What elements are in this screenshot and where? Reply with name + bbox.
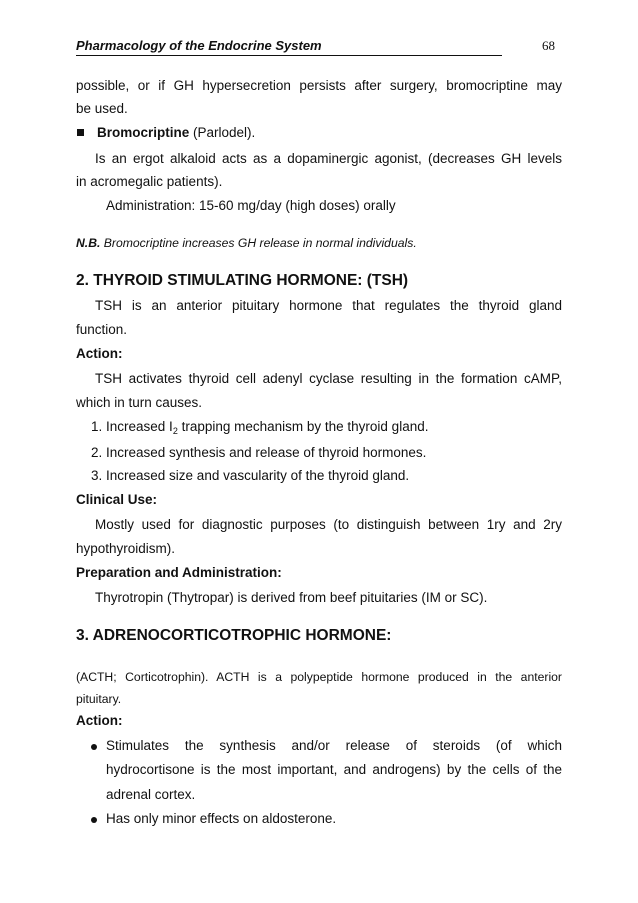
acth-bullet-2: Has only minor effects on aldosterone. (106, 811, 337, 826)
item1-suffix: trapping mechanism by the thyroid gland. (177, 419, 429, 434)
tsh-list-item-3: 3. Increased size and vascularity of the thyroid gland. (91, 468, 410, 483)
page-number: 68 (542, 38, 555, 53)
item1-prefix: 1. Increased I (91, 419, 173, 434)
tsh-clinical-label: Clinical Use: (76, 492, 158, 507)
acth-bullet-1-line-3: adrenal cortex. (106, 787, 196, 802)
tsh-action-label: Action: (76, 346, 123, 361)
tsh-intro-line-2: function. (76, 322, 128, 337)
drug-name: Bromocriptine (97, 125, 190, 140)
acth-bullet-1-line-2: hydrocortisone is the most important, and androgens) by the cells of the (106, 762, 562, 777)
section-heading-acth: 3. ADRENOCORTICOTROPHIC HORMONE: (76, 627, 392, 644)
nb-note (76, 234, 417, 252)
tsh-list-item-1 (91, 418, 428, 440)
round-bullet-icon (91, 817, 97, 823)
acth-intro-line-1: (ACTH; Corticotrophin). ACTH is a polypeptide hormone produced in the anterior (76, 670, 562, 684)
bromocriptine-administration: Administration: 15-60 mg/day (high doses) orally (106, 198, 396, 213)
running-header-title: Pharmacology of the Endocrine System (76, 38, 502, 56)
acth-action-label: Action: (76, 713, 123, 728)
tsh-prep-text: Thyrotropin (Thytropar) is derived from beef pituitaries (IM or SC). (95, 590, 488, 605)
section-heading-tsh: 2. THYROID STIMULATING HORMONE: (TSH) (76, 272, 409, 289)
tsh-intro-line-1: TSH is an anterior pituitary hormone that regulates the thyroid gland (95, 298, 562, 313)
item1-subscript: 2 (172, 426, 178, 436)
tsh-list-item-2: 2. Increased synthesis and release of thyroid hormones. (91, 445, 427, 460)
tsh-clinical-line-1: Mostly used for diagnostic purposes (to distinguish between 1ry and 2ry (95, 517, 562, 532)
intro-line-1: possible, or if GH hypersecretion persists after surgery, bromocriptine may (76, 78, 562, 93)
tsh-action-line-2: which in turn causes. (76, 395, 203, 410)
nb-text: Bromocriptine increases GH release in normal individuals. (100, 236, 417, 250)
tsh-prep-label: Preparation and Administration: (76, 565, 282, 580)
square-bullet-icon (77, 129, 84, 136)
round-bullet-icon (91, 744, 97, 750)
bromocriptine-line (97, 124, 255, 142)
tsh-clinical-line-2: hypothyroidism). (76, 541, 176, 556)
bromocriptine-desc-line-1: Is an ergot alkaloid acts as a dopaminergic agonist, (decreases GH levels (95, 151, 562, 166)
drug-brand: (Parlodel). (189, 125, 256, 140)
tsh-action-line-1: TSH activates thyroid cell adenyl cyclase resulting in the formation cAMP, (95, 371, 562, 386)
bromocriptine-desc-line-2: in acromegalic patients). (76, 174, 223, 189)
acth-bullet-1-line-1: Stimulates the synthesis and/or release of steroids (of which (106, 738, 562, 753)
nb-label: N.B. (76, 236, 101, 250)
acth-intro-line-2: pituitary. (76, 692, 122, 706)
intro-line-2: be used. (76, 101, 128, 116)
